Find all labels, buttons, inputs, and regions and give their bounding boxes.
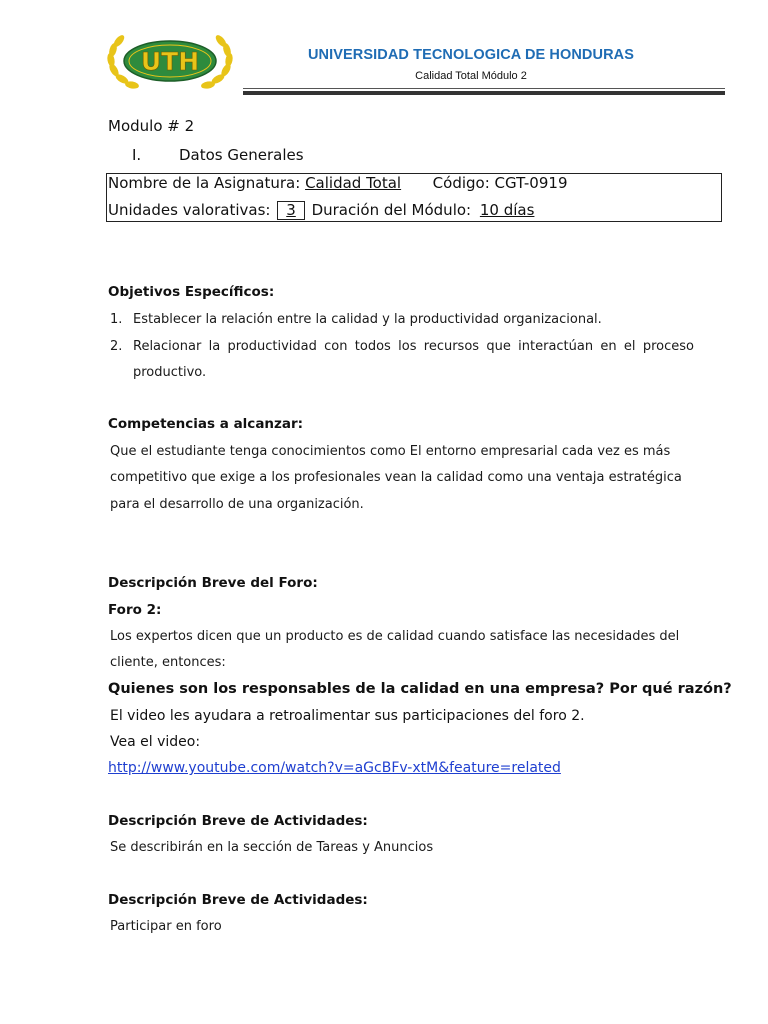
header-rule-thick [243,91,725,95]
uth-logo [104,30,236,92]
subject-label: Nombre de la Asignatura: [108,174,301,192]
youtube-video-link[interactable]: http://www.youtube.com/watch?v=aGcBFv-xtM&feature=related [108,760,561,776]
activities-heading-1: Descripción Breve de Actividades: [108,813,368,829]
forum-heading: Descripción Breve del Foro: [108,575,318,591]
objective-2-text-line2: productivo. [133,365,207,380]
code-label: Código: [432,174,490,192]
subject-value: Calidad Total [305,174,402,192]
code-value: CGT-0919 [494,174,568,192]
subject-row [108,174,567,192]
duration-label: Duración del Módulo: [311,201,472,219]
competencies-heading: Competencias a alcanzar: [108,416,304,432]
competencies-line-3: para el desarrollo de una organización. [110,497,364,512]
svg-text:UTH: UTH [140,47,200,76]
university-title: UNIVERSIDAD TECNOLOGICA DE HONDURAS [307,47,634,63]
module-title: Modulo # 2 [108,117,195,135]
section-number: I. [132,146,142,164]
video-note: El video les ayudara a retroalimentar sus participaciones del foro 2. [110,708,585,724]
competencies-line-2: competitivo que exige a los profesionales vean la calidad como una ventaja estratégica [110,470,682,485]
objectives-heading: Objetivos Específicos: [108,284,275,300]
units-value: 3 [277,201,305,220]
forum-question: Quienes son los responsables de la calidad en una empresa? Por qué razón? [108,681,732,697]
objective-2-number: 2. [110,339,123,354]
forum-label: Foro 2: [108,602,162,618]
forum-intro-line-2: cliente, entonces: [110,655,226,670]
duration-value: 10 días [479,201,535,219]
see-video-label: Vea el video: [110,734,201,750]
activities-text-1: Se describirán en la sección de Tareas y Anuncios [110,840,434,855]
activities-text-2: Participar en foro [110,919,222,934]
competencies-line-1: Que el estudiante tenga conocimientos como El entorno empresarial cada vez es más [110,444,671,459]
header-rule-thin [243,88,725,89]
activities-heading-2: Descripción Breve de Actividades: [108,892,368,908]
units-row [108,201,534,220]
objective-1-number: 1. [110,312,123,327]
objective-2-text-line1: Relacionar la productividad con todos los recursos que interactúan en el proceso [133,339,694,354]
forum-intro-line-1: Los expertos dicen que un producto es de calidad cuando satisface las necesidades del [110,629,680,644]
section-title: Datos Generales [179,146,304,164]
document-subtitle: Calidad Total Módulo 2 [415,70,527,82]
objective-1-text: Establecer la relación entre la calidad y la productividad organizacional. [133,312,602,327]
units-label: Unidades valorativas: [108,201,271,219]
